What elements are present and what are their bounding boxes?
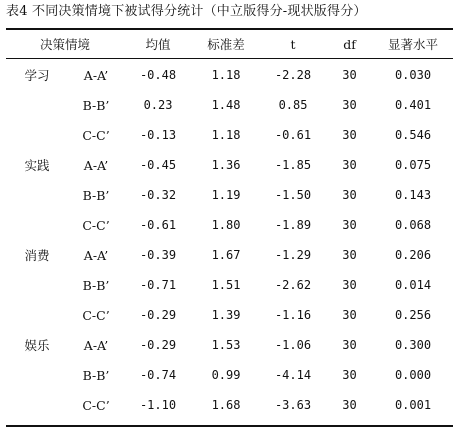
cell-df: 30 — [342, 338, 357, 352]
cell-context — [6, 180, 68, 210]
table-body — [6, 58, 453, 420]
cell-significance: 0.401 — [394, 98, 432, 112]
cell-significance: 0.000 — [394, 368, 432, 382]
cell-mean: -0.13 — [139, 128, 177, 142]
cell-sd: 1.68 — [211, 398, 241, 412]
cell-pair: A-A’ — [83, 337, 109, 353]
cell-t: -3.63 — [274, 398, 312, 412]
cell-sd: 1.67 — [211, 248, 241, 262]
cell-df: 30 — [342, 68, 357, 82]
table-row — [6, 270, 453, 300]
header-significance: 显著水平 — [388, 37, 439, 52]
table-row — [6, 330, 453, 360]
cell-t: -1.29 — [274, 248, 312, 262]
cell-pair: B-B’ — [82, 187, 110, 203]
cell-mean: -0.29 — [139, 308, 177, 322]
cell-sd: 1.53 — [211, 338, 241, 352]
cell-significance: 0.143 — [394, 188, 432, 202]
cell-pair: B-B’ — [82, 97, 110, 113]
cell-df: 30 — [342, 398, 357, 412]
header-context: 决策情境 — [40, 37, 91, 52]
cell-sd: 1.18 — [211, 128, 241, 142]
cell-df: 30 — [342, 308, 357, 322]
cell-significance: 0.256 — [394, 308, 432, 322]
cell-t: 0.85 — [278, 98, 308, 112]
cell-sd: 1.48 — [211, 98, 241, 112]
header-df: df — [343, 36, 356, 52]
table-row — [6, 300, 453, 330]
header-row — [6, 30, 453, 58]
cell-significance: 0.014 — [394, 278, 432, 292]
cell-sd: 1.18 — [211, 68, 241, 82]
cell-sd: 1.51 — [211, 278, 241, 292]
table-bottom-rule — [6, 425, 453, 427]
cell-mean: -0.48 — [139, 68, 177, 82]
cell-significance: 0.068 — [394, 218, 432, 232]
cell-pair: B-B’ — [82, 277, 110, 293]
cell-context: 学习 — [24, 68, 50, 83]
cell-mean: -1.10 — [139, 398, 177, 412]
cell-t: -2.28 — [274, 68, 312, 82]
cell-sd: 1.19 — [211, 188, 241, 202]
cell-t: -4.14 — [274, 368, 312, 382]
cell-pair: C-C’ — [82, 397, 110, 413]
cell-context — [6, 360, 68, 390]
cell-context: 娱乐 — [24, 338, 50, 353]
cell-pair: A-A’ — [83, 157, 109, 173]
cell-significance: 0.546 — [394, 128, 432, 142]
cell-significance: 0.001 — [394, 398, 432, 412]
cell-mean: -0.45 — [139, 158, 177, 172]
cell-pair: A-A’ — [83, 247, 109, 263]
table-row — [6, 180, 453, 210]
cell-mean: -0.61 — [139, 218, 177, 232]
cell-context — [6, 300, 68, 330]
cell-mean: 0.23 — [143, 98, 173, 112]
cell-t: -1.16 — [274, 308, 312, 322]
cell-t: -1.85 — [274, 158, 312, 172]
cell-significance: 0.300 — [394, 338, 432, 352]
header-sd: 标准差 — [207, 37, 245, 52]
cell-t: -1.06 — [274, 338, 312, 352]
cell-context — [6, 390, 68, 420]
table-row — [6, 240, 453, 270]
cell-significance: 0.206 — [394, 248, 432, 262]
cell-t: -1.50 — [274, 188, 312, 202]
cell-context — [6, 270, 68, 300]
cell-t: -0.61 — [274, 128, 312, 142]
cell-mean: -0.74 — [139, 368, 177, 382]
cell-significance: 0.075 — [394, 158, 432, 172]
cell-mean: -0.39 — [139, 248, 177, 262]
table-row — [6, 58, 453, 90]
table-row — [6, 210, 453, 240]
cell-significance: 0.030 — [394, 68, 432, 82]
table-row — [6, 120, 453, 150]
cell-df: 30 — [342, 248, 357, 262]
table-row — [6, 150, 453, 180]
cell-pair: C-C’ — [82, 127, 110, 143]
cell-pair: C-C’ — [82, 307, 110, 323]
cell-t: -2.62 — [274, 278, 312, 292]
cell-pair: A-A’ — [83, 67, 109, 83]
cell-pair: B-B’ — [82, 367, 110, 383]
cell-sd: 1.80 — [211, 218, 241, 232]
cell-sd: 1.36 — [211, 158, 241, 172]
cell-t: -1.89 — [274, 218, 312, 232]
cell-mean: -0.71 — [139, 278, 177, 292]
cell-mean: -0.32 — [139, 188, 177, 202]
cell-context — [6, 210, 68, 240]
cell-pair: C-C’ — [82, 217, 110, 233]
cell-context: 实践 — [24, 158, 50, 173]
cell-df: 30 — [342, 368, 357, 382]
header-mean: 均值 — [145, 37, 171, 52]
table-row — [6, 360, 453, 390]
table-row — [6, 390, 453, 420]
cell-df: 30 — [342, 128, 357, 142]
cell-context — [6, 120, 68, 150]
cell-context — [6, 90, 68, 120]
table-row — [6, 90, 453, 120]
cell-df: 30 — [342, 188, 357, 202]
cell-context: 消费 — [24, 248, 50, 263]
cell-mean: -0.29 — [139, 338, 177, 352]
cell-df: 30 — [342, 98, 357, 112]
cell-sd: 0.99 — [211, 368, 241, 382]
cell-df: 30 — [342, 218, 357, 232]
statistics-table — [6, 30, 453, 420]
header-t: t — [290, 36, 296, 52]
cell-df: 30 — [342, 158, 357, 172]
cell-df: 30 — [342, 278, 357, 292]
cell-sd: 1.39 — [211, 308, 241, 322]
table-caption: 表4 不同决策情境下被试得分统计（中立版得分-现状版得分） — [6, 4, 367, 19]
